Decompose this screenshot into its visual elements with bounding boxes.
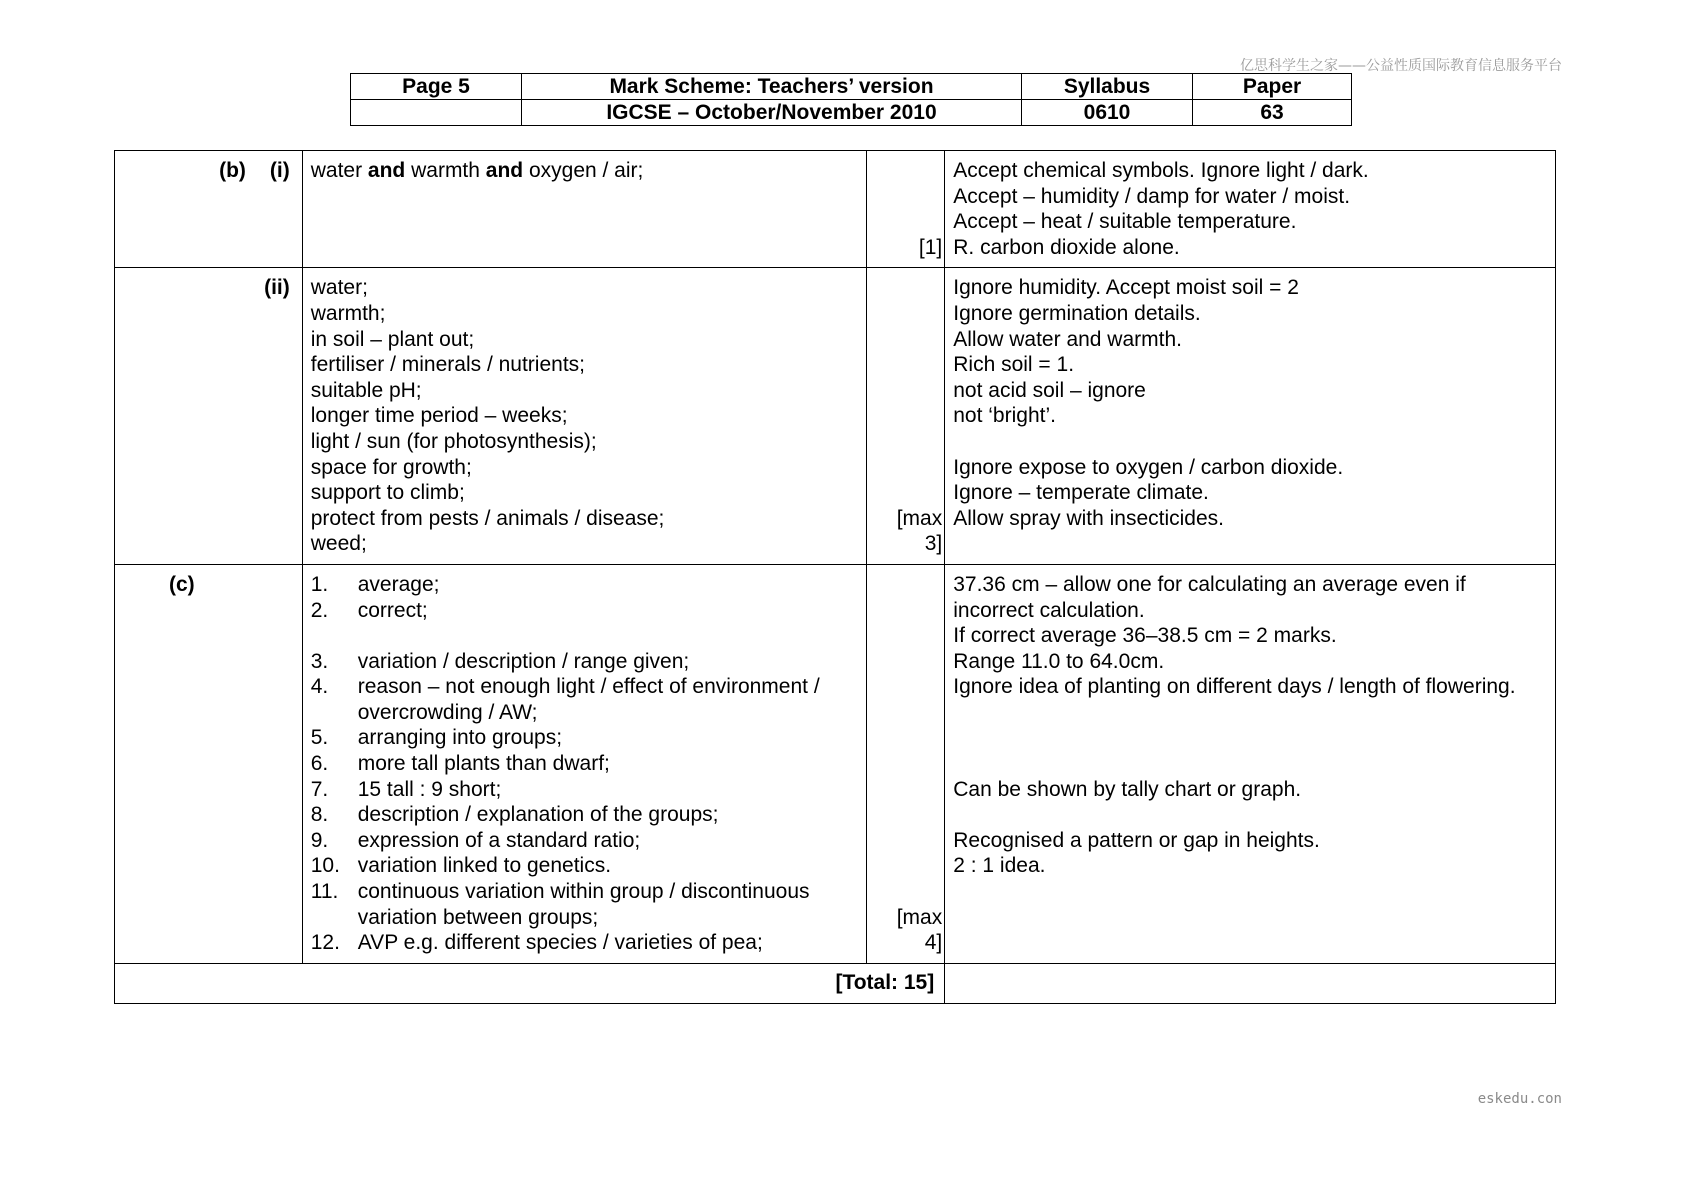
answer-text: oxygen / air; [523, 159, 644, 182]
text-line: support to climb; [310, 481, 465, 505]
item-number: 5. [310, 726, 329, 750]
list-item [311, 802, 858, 828]
list-item [311, 751, 858, 777]
numbered-list [311, 649, 858, 956]
list-item [311, 649, 858, 675]
text-line: If correct average 36–38.5 cm = 2 marks. [953, 624, 1337, 648]
list-item [311, 674, 858, 725]
item-text: arranging into groups; [357, 726, 563, 750]
item-text: expression of a standard ratio; [357, 828, 641, 852]
text-line: 2 : 1 idea. [953, 854, 1046, 878]
row-total [115, 963, 1556, 1004]
text-line: Rich soil = 1. [953, 353, 1075, 377]
row-b-ii [115, 268, 1556, 565]
paper-code: 63 [1193, 100, 1352, 126]
question-ref [115, 268, 303, 565]
sub-label: (i) [269, 159, 290, 182]
text-line: 37.36 cm – allow one for calculating an average even if incorrect calculation. [953, 572, 1466, 622]
spacer [953, 429, 1547, 455]
text-line: Range 11.0 to 64.0cm. [953, 649, 1165, 673]
footer-watermark: eskedu.con [1477, 1091, 1562, 1107]
item-text: more tall plants than dwarf; [357, 752, 610, 776]
question-ref [115, 151, 303, 268]
text-line: water; [310, 276, 368, 300]
text-line: Ignore idea of planting on different days / length of flowering. [953, 675, 1516, 699]
answer-bold: and [367, 159, 406, 182]
text-line: fertiliser / minerals / nutrients; [310, 353, 585, 377]
text-line: protect from pests / animals / disease; [310, 506, 665, 530]
text-line: Accept chemical symbols. Ignore light / dark. [953, 159, 1369, 182]
guidance-cell [945, 151, 1556, 268]
text-line: Ignore germination details. [953, 301, 1201, 325]
list-item [311, 598, 858, 624]
item-text: AVP e.g. different species / varieties of pea; [357, 931, 763, 955]
answer-bold: and [485, 159, 524, 182]
item-number: 9. [310, 828, 329, 852]
text-line: weed; [310, 532, 367, 556]
text-line: Recognised a pattern or gap in heights. [953, 828, 1320, 852]
text-line: Accept – heat / suitable temperature. [953, 210, 1297, 234]
empty-cell [945, 963, 1556, 1004]
list-item [311, 930, 858, 956]
item-number: 6. [310, 752, 329, 776]
spacer [311, 623, 858, 649]
text-line: Ignore – temperate climate. [953, 481, 1209, 505]
item-text: 15 tall : 9 short; [357, 777, 502, 801]
item-text: variation linked to genetics. [357, 854, 612, 878]
item-text: average; [357, 572, 440, 596]
spacer [953, 700, 1547, 777]
item-number: 4. [310, 675, 329, 699]
text-line: light / sun (for photosynthesis); [310, 429, 597, 453]
guidance-group [953, 777, 1547, 803]
text-line: Allow spray with insecticides. [953, 506, 1224, 530]
marks-cell: [max 4] [866, 564, 944, 963]
empty-cell [351, 100, 522, 126]
list-item [311, 572, 858, 598]
guidance-group [953, 455, 1547, 532]
text-line: Ignore humidity. Accept moist soil = 2 [953, 276, 1299, 300]
syllabus-code: 0610 [1022, 100, 1193, 126]
list-item [311, 853, 858, 879]
text-line: Can be shown by tally chart or graph. [953, 777, 1302, 801]
list-item [311, 725, 858, 751]
header-table [350, 73, 1352, 126]
text-line: Accept – humidity / damp for water / moist. [953, 184, 1351, 208]
answer-text: water [310, 159, 368, 182]
numbered-list [311, 572, 858, 623]
item-number: 8. [310, 803, 329, 827]
list-item [311, 879, 858, 930]
text-line: not ‘bright’. [953, 404, 1056, 428]
part-label: (c) [169, 572, 195, 596]
item-number: 11. [310, 880, 339, 904]
syllabus-label: Syllabus [1022, 74, 1193, 100]
text-line: not acid soil – ignore [953, 378, 1146, 402]
item-text: correct; [357, 598, 428, 622]
paper-label: Paper [1193, 74, 1352, 100]
document-title: Mark Scheme: Teachers’ version [522, 74, 1022, 100]
mark-scheme-table [114, 150, 1556, 1004]
guidance-cell [945, 268, 1556, 565]
watermark: 亿思科学生之家——公益性质国际教育信息服务平台 [1240, 58, 1562, 74]
guidance-group [953, 572, 1547, 700]
item-number: 3. [310, 649, 329, 673]
question-ref [115, 564, 303, 963]
text-line: warmth; [310, 301, 386, 325]
text-line: space for growth; [310, 455, 472, 479]
sub-label: (ii) [264, 276, 290, 300]
guidance-group [953, 828, 1547, 879]
item-text: reason – not enough light / effect of environment / overcrowding / AW; [357, 675, 820, 724]
exam-session: IGCSE – October/November 2010 [522, 100, 1022, 126]
list-item [311, 828, 858, 854]
guidance-group [953, 275, 1547, 429]
answer-text: warmth [405, 159, 486, 182]
item-number: 1. [310, 572, 329, 596]
text-line: Allow water and warmth. [953, 327, 1182, 351]
part-label: (b) [219, 159, 246, 182]
guidance-cell [945, 564, 1556, 963]
marks-cell: [1] [866, 151, 944, 268]
item-number: 12. [310, 931, 340, 955]
row-b-i [115, 151, 1556, 268]
text-line: Ignore expose to oxygen / carbon dioxide. [953, 455, 1344, 479]
item-number: 10. [310, 854, 340, 878]
list-item [311, 777, 858, 803]
page-number: Page 5 [351, 74, 522, 100]
item-text: description / explanation of the groups; [357, 803, 719, 827]
text-line: R. carbon dioxide alone. [953, 235, 1180, 259]
answer-cell [302, 564, 866, 963]
text-line: in soil – plant out; [310, 327, 475, 351]
marks-cell: [max 3] [866, 268, 944, 565]
spacer [953, 802, 1547, 828]
text-line: longer time period – weeks; [310, 404, 568, 428]
item-text: continuous variation within group / discontinuous variation between groups; [357, 880, 810, 929]
answer-cell [302, 151, 866, 268]
text-line: suitable pH; [310, 378, 422, 402]
item-number: 7. [310, 777, 329, 801]
item-text: variation / description / range given; [357, 649, 690, 673]
total-marks: [Total: 15] [115, 963, 945, 1004]
row-c [115, 564, 1556, 963]
item-number: 2. [310, 598, 329, 622]
answer-cell [302, 268, 866, 565]
